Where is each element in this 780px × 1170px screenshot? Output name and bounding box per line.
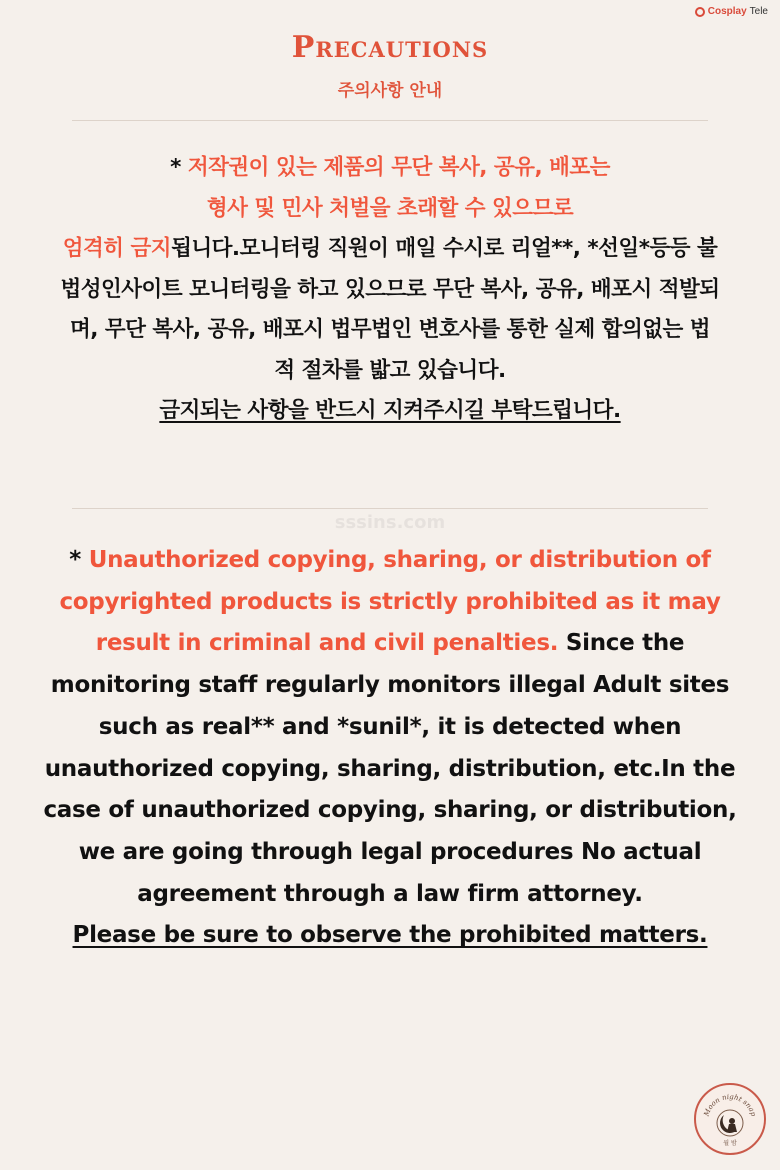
moon-night-snap-seal <box>694 1083 766 1155</box>
en-bullet: * <box>69 547 89 573</box>
watermark-brand: Cosplay <box>707 6 747 17</box>
figure-icon <box>729 1118 735 1124</box>
faint-watermark: sssins.com <box>334 512 446 533</box>
seal-name: 월 밤 <box>723 1140 737 1147</box>
page-title: Precautions <box>291 30 489 65</box>
top-divider <box>72 120 708 121</box>
ko-body-text: 됩니다.모니터링 직원이 매일 수시로 리얼**, *선일*등등 불법성인사이트 모니터링을 하고 있으므로 무단 복사, 공유, 배포시 적발되며, 무단 복사, 공유, 배포시 법무법인 변호사를 통한 실제 합의없는 법적 절차를 밟고 있습니다. <box>60 236 720 383</box>
ko-red-text-1: 저작권이 있는 제품의 무단 복사, 공유, 배포는 <box>187 155 610 180</box>
watermark-suffix: Tele <box>749 6 768 17</box>
korean-notice <box>60 148 720 432</box>
ko-red-text-2: 형사 및 민사 처벌을 초래할 수 있으므로 <box>206 195 574 221</box>
en-red-text: Unauthorized copying, sharing, or distribution of copyrighted products is strictly prohibited as it may result in criminal and civil penalties. <box>59 547 721 657</box>
en-underlined-text: Please be sure to observe the prohibited matters. <box>72 922 708 949</box>
seal-ring-text: Moon night snap <box>702 1092 758 1118</box>
ko-red-text-3: 엄격히 금지 <box>62 236 172 261</box>
cosplay-logo-icon <box>695 7 705 17</box>
cosplay-tele-watermark <box>695 6 768 17</box>
ko-underlined-text: 금지되는 사항을 반드시 지켜주시길 부탁드립니다. <box>159 398 621 423</box>
en-body-text: Since the monitoring staff regularly monitors illegal Adult sites such as real** and *sunil*, it is detected when unauthorized copying, sharing, distribution, etc.In the case of unauthorized copying, sharing, or distribution, we are going through legal procedures No actual agreement through a law firm attorney. <box>43 630 737 907</box>
ko-bullet: * <box>170 155 188 180</box>
english-notice <box>40 540 740 957</box>
middle-divider <box>72 508 708 509</box>
seal-logo-icon <box>696 1085 764 1153</box>
page-subtitle: 주의사항 안내 <box>337 81 443 101</box>
